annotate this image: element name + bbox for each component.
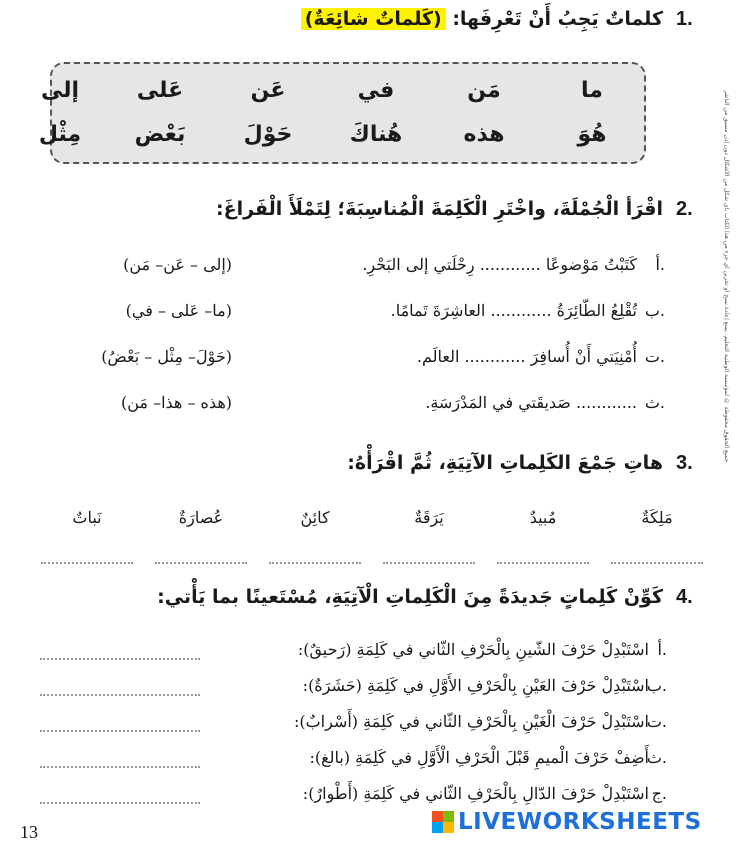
q3-word: مَلِكَةٌ (641, 508, 673, 527)
q4-answer-blank[interactable] (40, 658, 200, 660)
q4-item-text: أَضِفْ حَرْفَ الْميمِ قَبْلَ الْحَرْفِ الْأَوَّلِ في كَلِمَةِ (بالغ): (309, 748, 649, 767)
q2-item-letter: ت. (644, 347, 665, 366)
common-word: في (357, 78, 395, 103)
common-word: إلى (40, 78, 80, 103)
q1-number: 1. (676, 8, 693, 30)
common-word: مِثْل (38, 122, 82, 147)
q4-item-letter: ج. (651, 784, 667, 803)
q3-answer-blank[interactable] (383, 562, 475, 564)
q3-answer-blank[interactable] (611, 562, 703, 564)
q2-item-letter: ث. (644, 393, 665, 412)
common-word: هُناكَ (349, 122, 403, 147)
q2-item-choices: (إلى – عَن– مَن) (123, 255, 232, 274)
q2-item-sentence: ............ صَديقَتي في المَدْرَسَةِ. (425, 393, 637, 412)
q4-item-letter: ث. (646, 748, 667, 767)
q2-title: اقْرَأ الْجُمْلَةَ، واخْتَرِ الْكَلِمَةَ الْمُناسِبَةَ؛ لِتَمْلَأَ الْفَراغَ: (216, 198, 663, 220)
common-word: هُوَ (577, 122, 607, 147)
q4-item-text: اسْتَبْدِلْ حَرْفَ العَيْنِ بِالْحَرْفِ الأَوَّلِ في كَلِمَةِ (حَشَرَةٌ): (302, 676, 649, 695)
q4-answer-blank[interactable] (40, 730, 200, 732)
q3-word: كائِنٌ (300, 508, 330, 527)
q4-item-text: اسْتَبْدِلْ حَرْفَ الشّينِ بِالْحَرْفِ الثّاني في كَلِمَةِ (رَحيقٌ): (297, 640, 649, 659)
q4-answer-blank[interactable] (40, 766, 200, 768)
q3-word: يَرَقَةٌ (414, 508, 444, 527)
q4-item-text: اسْتَبْدِلْ حَرْفَ الْغَيْنِ بِالْحَرْفِ الثّاني في كَلِمَةِ (أَسْرابٌ): (293, 712, 649, 731)
q2-item-sentence: تُقْلِعُ الطّائِرَةُ ............ العاشِرَةَ تَمامًا. (390, 301, 637, 320)
q3-word: مُبيدٌ (529, 508, 557, 527)
q3-number: 3. (676, 452, 693, 474)
common-word: عَن (250, 78, 286, 103)
page-number: 13 (20, 822, 38, 842)
q4-item-text: اسْتَبْدِلْ حَرْفَ الدّالِ بِالْحَرْفِ الثّاني في كَلِمَةِ (أَطْوارٌ): (302, 784, 649, 803)
watermark-text: LIVEWORKSHEETS (458, 809, 702, 835)
q2-item-choices: (حَوْلَ– مِثْل – بَعْضُ) (101, 347, 232, 366)
common-word: ما (581, 78, 603, 103)
common-word: حَوْلَ (243, 122, 293, 147)
q2-item-letter: أ. (655, 255, 665, 274)
q4-answer-blank[interactable] (40, 694, 200, 696)
q3-word: نَباتٌ (72, 508, 102, 527)
q2-item-sentence: كَتَبْتُ مَوْضوعًا ............ رِحْلَتي إلى البَحْرِ. (362, 255, 637, 274)
q1-highlight: (كَلماتٌ شائِعَةٌ) (301, 8, 446, 30)
common-word: هذه (463, 122, 505, 147)
common-word: بَعْض (134, 122, 186, 147)
q4-item-letter: ب. (646, 676, 667, 695)
q2-item-choices: (ما– عَلى – في) (125, 301, 232, 320)
liveworksheets-watermark (432, 808, 702, 836)
q4-item-letter: أ. (657, 640, 667, 659)
common-word: مَن (467, 78, 501, 103)
q4-title: كَوِّنْ كَلِماتٍ جَديدَةً مِنَ الْكَلِماتِ الْآتِيَةِ، مُسْتَعينًا بما يَأْتي: (157, 586, 663, 608)
common-word: عَلى (136, 78, 184, 103)
side-copyright-text: جميع الحقوق محفوظة © لمؤسسة الوطنية للتعليم. يمنع إعادة نسخ أو تخزين أي جزء من هذا الكتاب بأي شكل من الأشكال دون إذن مسبق من الناشر (723, 90, 730, 463)
q3-answer-blank[interactable] (269, 562, 361, 564)
q3-answer-blank[interactable] (41, 562, 133, 564)
q4-number: 4. (676, 586, 693, 608)
q3-word: عُصارَةٌ (178, 508, 224, 527)
q2-item-letter: ب. (644, 301, 665, 320)
q1-title (301, 8, 663, 30)
liveworksheets-logo-icon (432, 811, 454, 833)
q3-answer-blank[interactable] (497, 562, 589, 564)
q3-title: هاتِ جَمْعَ الكَلِماتِ الآتِيَةِ، ثُمَّ اقْرَأْهُ: (347, 452, 663, 474)
q4-answer-blank[interactable] (40, 802, 200, 804)
q3-answer-blank[interactable] (155, 562, 247, 564)
q2-item-choices: (هذه – هذا– مَن) (121, 393, 232, 412)
q2-item-sentence: أُمْنِيَتي أَنْ أُسافِرَ ............ العالَم. (416, 347, 637, 366)
q2-number: 2. (676, 198, 693, 220)
q4-item-letter: ت. (646, 712, 667, 731)
q1-title-text: كلماتٌ يَجِبُ أَنْ تَعْرِفَها: (452, 8, 663, 30)
